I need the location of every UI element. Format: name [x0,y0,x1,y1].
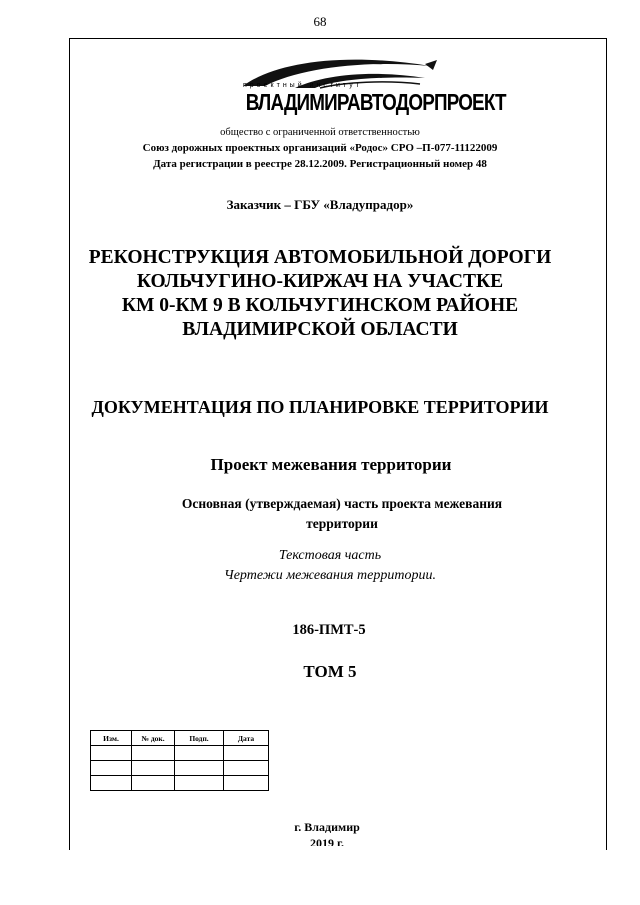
stamp-row [91,761,269,776]
registration-info: Дата регистрации в реестре 28.12.2009. Регистрационный номер 48 [153,158,487,170]
logo-title: ВЛАДИМИРАВТОДОРПРОЕКТ [245,89,506,115]
volume-number: ТОМ 5 [303,662,357,681]
stamp-header-signature: Подп. [175,731,224,746]
main-part-line-1: Основная (утверждаемая) часть проекта межевания [181,496,503,511]
page-number: 68 [313,14,327,29]
stamp-header-change: Изм. [91,731,132,746]
documentation-type: ДОКУМЕНТАЦИЯ ПО ПЛАНИРОВКЕ ТЕРРИТОРИИ [91,397,549,417]
logo-subtitle: проектный институт [243,82,362,89]
year: 2019 г. [309,836,345,846]
stamp-row [91,746,269,761]
stamp-header-doc-number: № док. [132,731,175,746]
main-part-line-2: территории [306,516,378,531]
title-line-4: ВЛАДИМИРСКОЙ ОБЛАСТИ [182,319,458,340]
title-line-2: КОЛЬЧУГИНО-КИРЖАЧ НА УЧАСТКЕ [136,271,504,292]
stamp-header-row [91,731,269,746]
company-logo [225,48,506,123]
main-part [0,494,640,534]
text-part-line-1: Текстовая часть [278,548,382,563]
title-line-1: РЕКОНСТРУКЦИЯ АВТОМОБИЛЬНОЙ ДОРОГИ [88,247,552,268]
document-title [0,246,640,342]
customer: Заказчик – ГБУ «Владупрадор» [226,197,414,212]
text-part [0,546,640,586]
document-code: 186-ПМТ-5 [292,622,366,638]
revision-stamp-table [90,730,269,791]
project-name: Проект межевания территории [210,455,452,474]
stamp-header-date: Дата [224,731,269,746]
union-info: Союз дорожных проектных организаций «Родос» СРО –П-077-11122009 [142,142,498,154]
frame-top-border [69,38,607,39]
title-line-3: КМ 0-КМ 9 В КОЛЬЧУГИНСКОМ РАЙОНЕ [121,295,519,316]
text-part-line-2: Чертежи межевания территории. [224,568,436,583]
company-type: общество с ограниченной ответственностью [220,127,420,138]
stamp-row [91,776,269,791]
city: г. Владимир [294,820,360,834]
